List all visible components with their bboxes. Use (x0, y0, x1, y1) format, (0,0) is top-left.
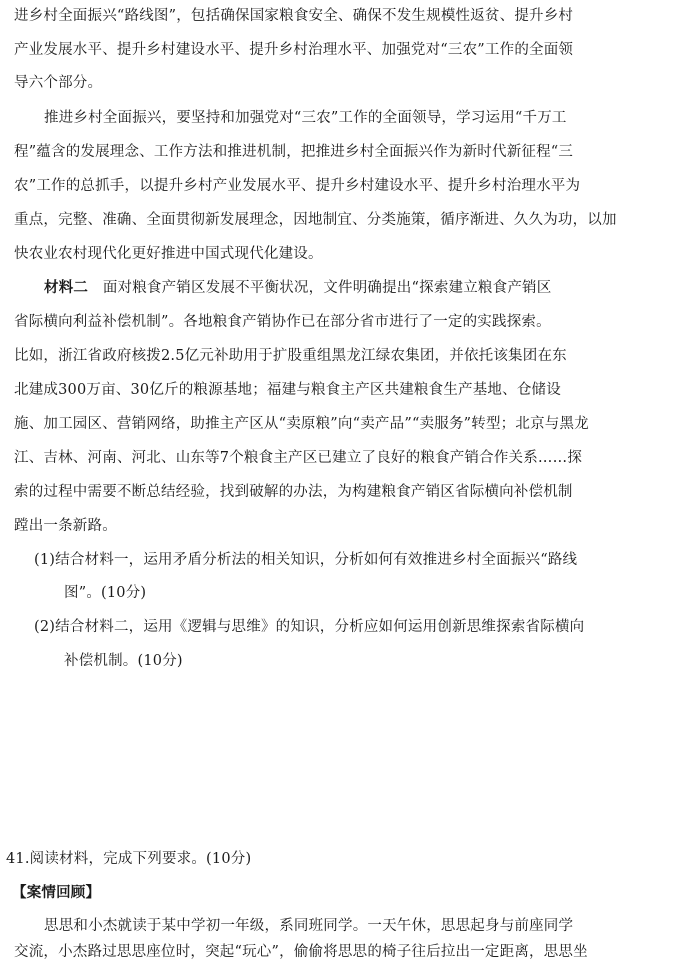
material2-line-5: 施、加工园区、营销网络，助推主产区从“卖原粮”向“卖产品”“卖服务”转型；北京与黑龙 (14, 416, 589, 432)
material2-line-8: 蹚出一条新路。 (14, 518, 117, 534)
material1-line-3: 导六个部分。 (14, 75, 103, 91)
material2-line-2: 省际横向利益补偿机制”。各地粮食产销协作已在部分省市进行了一定的实践探索。 (14, 314, 551, 330)
question-1-line-1: (1)结合材料一，运用矛盾分析法的相关知识，分析如何有效推进乡村全面振兴“路线 (34, 552, 578, 568)
material2-first-line-text: 面对粮食产销区发展不平衡状况，文件明确提出“探索建立粮食产销区 (102, 280, 552, 296)
question-2-line-2: 补偿机制。(10分) (64, 653, 183, 669)
question-41-title: 41.阅读材料，完成下列要求。(10分) (6, 851, 252, 867)
material1-line-1: 进乡村全面振兴“路线图”，包括确保国家粮食安全、确保不发生规模性返贫、提升乡村 (14, 8, 574, 24)
case-review-heading: 【案情回顾】 (12, 884, 101, 901)
material1-para2-line-3: 农”工作的总抓手，以提升乡村产业发展水平、提升乡村建设水平、提升乡村治理水平为 (14, 178, 581, 194)
q41-case-line-1: 思思和小杰就读于某中学初一年级，系同班同学。一天午休，思思起身与前座同学 (44, 918, 574, 934)
material1-para2-line-2: 程”蕴含的发展理念、工作方法和推进机制，把推进乡村全面振兴作为新时代新征程“三 (14, 144, 574, 160)
material1-para2-line-4: 重点，完整、准确、全面贯彻新发展理念，因地制宜、分类施策，循序渐进、久久为功，以加 (14, 212, 617, 228)
q41-case-line-2: 交流，小杰路过思思座位时，突起“玩心”，偷偷将思思的椅子往后拉出一定距离，思思坐 (14, 944, 588, 960)
material2-line-6: 江、吉林、河南、河北、山东等7个粮食主产区已建立了良好的粮食产销合作关系……探 (14, 450, 583, 466)
material1-line-2: 产业发展水平、提升乡村建设水平、提升乡村治理水平、加强党对“三农”工作的全面领 (14, 42, 574, 58)
question-1-line-2: 图”。(10分) (64, 585, 147, 601)
material1-para2-line-5: 快农业农村现代化更好推进中国式现代化建设。 (14, 246, 323, 262)
question-2-line-1: (2)结合材料二，运用《逻辑与思维》的知识，分析应如何运用创新思维探索省际横向 (34, 619, 585, 635)
material1-para2-line-1: 推进乡村全面振兴，要坚持和加强党对“三农”工作的全面领导，学习运用“千万工 (44, 110, 567, 126)
material2-label: 材料二 (44, 279, 89, 296)
material2-line-3: 比如，浙江省政府核拨2.5亿元补助用于扩股重组黑龙江绿农集团，并依托该集团在东 (14, 348, 567, 364)
material2-line-7: 索的过程中需要不断总结经验，找到破解的办法，为构建粮食产销区省际横向补偿机制 (14, 484, 573, 500)
material2-line-4: 北建成300万亩、30亿斤的粮源基地；福建与粮食主产区共建粮食生产基地、仓储设 (14, 382, 561, 398)
material2-first-line (44, 278, 551, 298)
